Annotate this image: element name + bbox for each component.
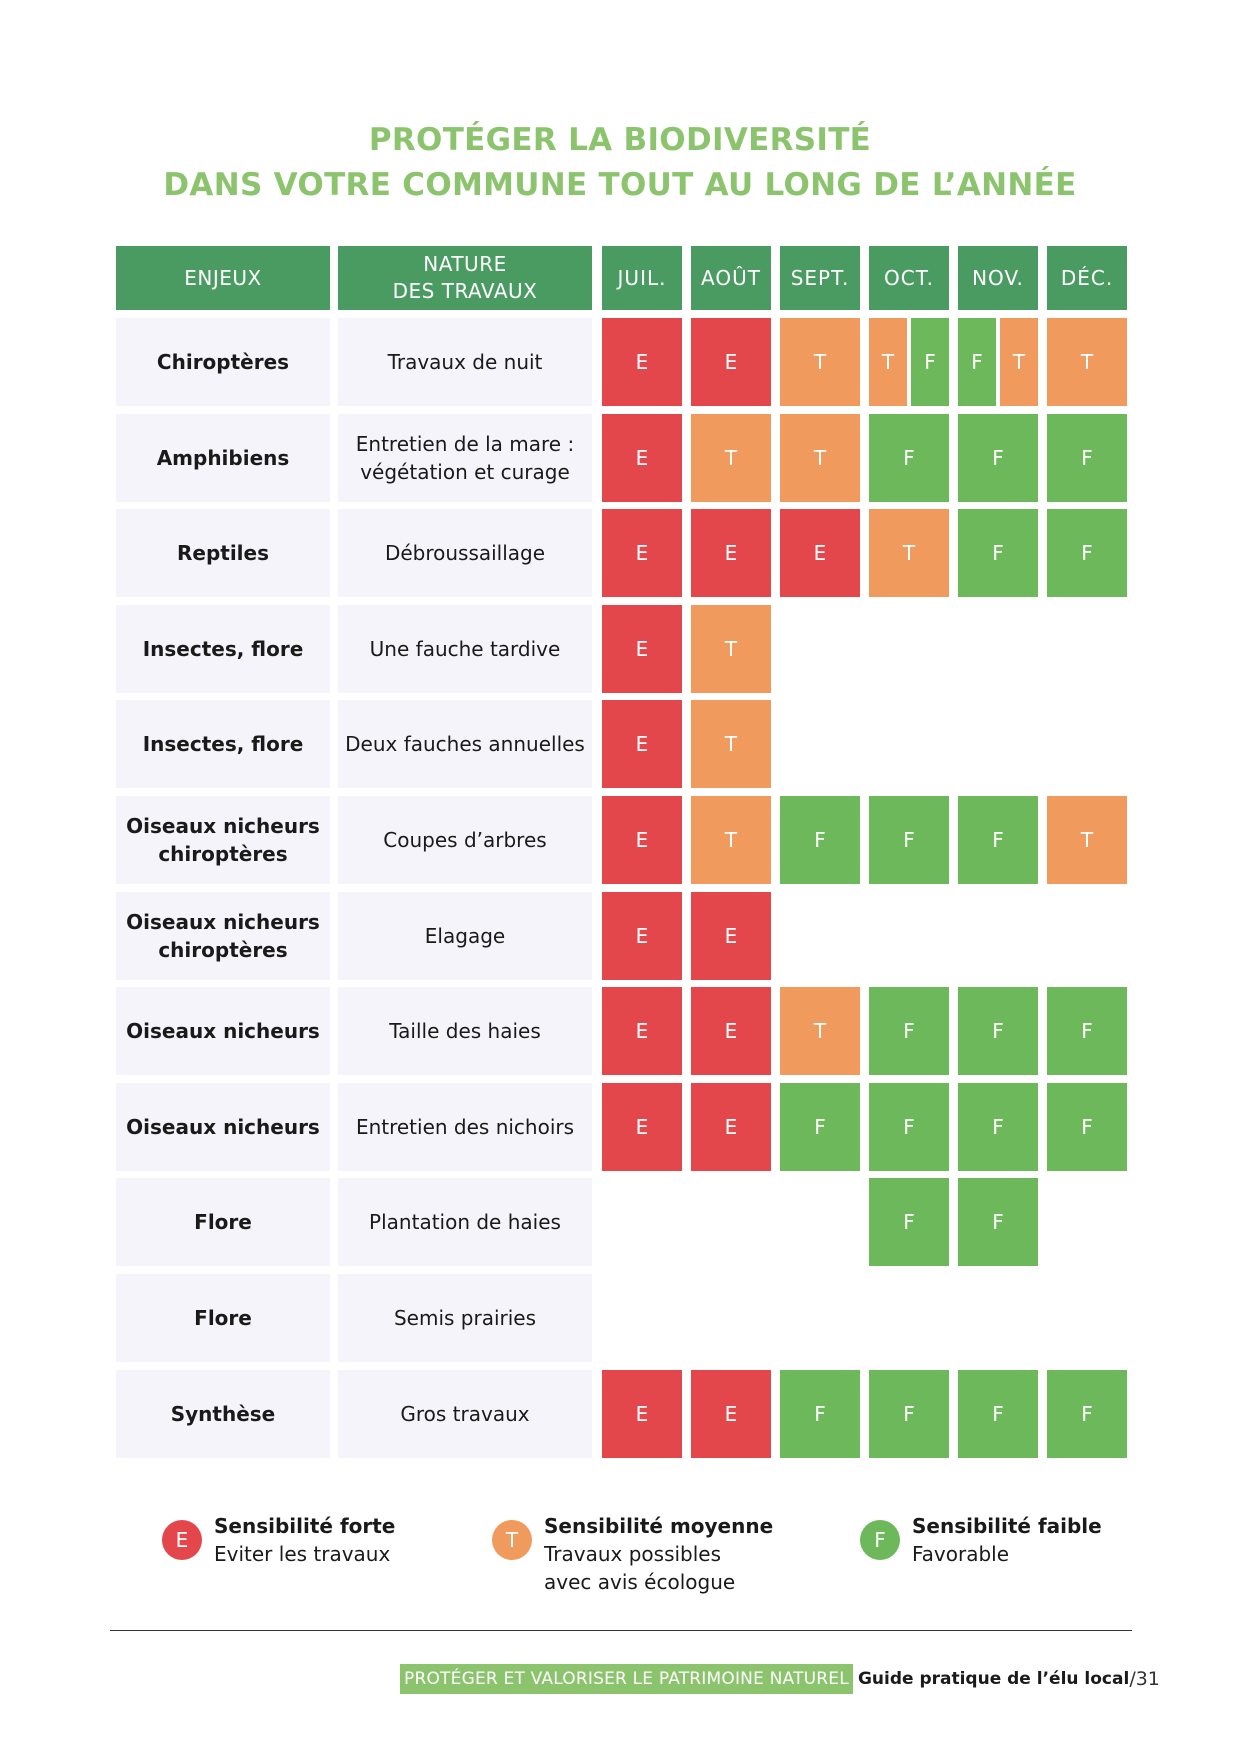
sensitivity-cell-nov: F: [958, 509, 1038, 597]
nature-label: Entretien de la mare :: [355, 432, 575, 456]
sensitivity-cell-oct: F: [869, 796, 949, 884]
nature-label: Semis prairies: [393, 1306, 537, 1330]
sensitivity-cell-nov: F: [958, 1178, 1038, 1266]
sensitivity-cell-dec: F: [1047, 1083, 1127, 1171]
sensitivity-cell-juil: E: [602, 1370, 682, 1458]
enjeu-label: Reptiles: [176, 541, 270, 565]
header-month-juil: JUIL.: [602, 246, 682, 310]
enjeu-label: Oiseaux nicheurs: [126, 910, 320, 934]
table-row: [0, 1274, 1240, 1362]
sensitivity-cell-oct: F: [869, 1178, 949, 1266]
legend-badge-f: F: [860, 1520, 900, 1560]
sensitivity-cell-dec: F: [1047, 987, 1127, 1075]
nature-cell: [338, 1083, 592, 1171]
table-row: [0, 1178, 1240, 1266]
title-line-2: DANS VOTRE COMMUNE TOUT AU LONG DE L’ANNÉE: [163, 167, 1077, 203]
enjeu-cell: [116, 605, 330, 693]
header-enjeux: [116, 246, 330, 310]
enjeu-cell: [116, 1274, 330, 1362]
sensitivity-cell-dec: T: [1047, 796, 1127, 884]
sensitivity-cell-nov: F: [958, 796, 1038, 884]
sensitivity-cell-dec: T: [1047, 318, 1127, 406]
sensitivity-cell-oct: F: [869, 414, 949, 502]
sensitivity-cell-dec: F: [1047, 1370, 1127, 1458]
footer-divider: [110, 1630, 1132, 1631]
header-enjeux-label: ENJEUX: [184, 265, 262, 290]
enjeu-label: chiroptères: [158, 842, 288, 866]
footer-page-number: /31: [1129, 1668, 1160, 1690]
enjeu-label: Flore: [194, 1210, 252, 1234]
nature-cell: [338, 1370, 592, 1458]
legend-item-moyenne: [492, 1512, 773, 1596]
enjeu-label: chiroptères: [158, 938, 288, 962]
enjeu-label: Insectes, flore: [142, 637, 304, 661]
sensitivity-cell-sept: F: [780, 1370, 860, 1458]
table-row: [0, 892, 1240, 980]
nature-label: Taille des haies: [389, 1019, 541, 1043]
sensitivity-cell-oct: T: [869, 318, 907, 406]
sensitivity-cell-nov: F: [958, 1370, 1038, 1458]
header-nature-line-1: NATURE: [423, 252, 507, 276]
sensitivity-cell-sept: T: [780, 318, 860, 406]
legend-title-faible: Sensibilité faible: [912, 1514, 1102, 1538]
enjeu-label: Flore: [194, 1306, 252, 1330]
sensitivity-cell-juil: E: [602, 796, 682, 884]
nature-label: Entretien des nichoirs: [355, 1115, 575, 1139]
footer-section-band: PROTÉGER ET VALORISER LE PATRIMOINE NATUREL: [400, 1664, 853, 1694]
sensitivity-cell-juil: E: [602, 509, 682, 597]
nature-label: végétation et curage: [360, 460, 570, 484]
nature-cell: [338, 414, 592, 502]
sensitivity-cell-aout: T: [691, 605, 771, 693]
enjeu-label: Oiseaux nicheurs: [126, 1115, 320, 1139]
header-nature: [338, 246, 592, 310]
sensitivity-cell-aout: E: [691, 892, 771, 980]
table-row: [0, 318, 1240, 406]
enjeu-cell: [116, 1370, 330, 1458]
legend-badge-e: E: [162, 1520, 202, 1560]
table-row: [0, 987, 1240, 1075]
sensitivity-cell-nov: F: [958, 414, 1038, 502]
sensitivity-cell-nov: T: [1000, 318, 1038, 406]
sensitivity-cell-aout: E: [691, 509, 771, 597]
header-month-dec: DÉC.: [1047, 246, 1127, 310]
nature-cell: [338, 1274, 592, 1362]
sensitivity-cell-juil: E: [602, 700, 682, 788]
sensitivity-cell-aout: E: [691, 1370, 771, 1458]
sensitivity-cell-oct: F: [869, 987, 949, 1075]
sensitivity-cell-oct: F: [911, 318, 949, 406]
sensitivity-cell-sept: T: [780, 414, 860, 502]
nature-label: Une fauche tardive: [369, 637, 561, 661]
legend-title-moyenne: Sensibilité moyenne: [544, 1514, 774, 1538]
legend-desc-moyenne-1: Travaux possibles: [544, 1542, 722, 1566]
title-line-1: PROTÉGER LA BIODIVERSITÉ: [368, 122, 872, 158]
header-month-oct: OCT.: [869, 246, 949, 310]
enjeu-cell: [116, 509, 330, 597]
page-title: [0, 118, 1240, 208]
legend-title-forte: Sensibilité forte: [214, 1514, 396, 1538]
sensitivity-cell-aout: E: [691, 318, 771, 406]
sensitivity-cell-nov: F: [958, 1083, 1038, 1171]
header-nature-line-2: DES TRAVAUX: [392, 279, 538, 303]
sensitivity-cell-juil: E: [602, 1083, 682, 1171]
nature-label: Coupes d’arbres: [383, 828, 547, 852]
table-row: [0, 700, 1240, 788]
nature-label: Elagage: [424, 924, 506, 948]
enjeu-cell: [116, 987, 330, 1075]
nature-label: Travaux de nuit: [387, 350, 543, 374]
table-row: [0, 1083, 1240, 1171]
sensitivity-cell-juil: E: [602, 892, 682, 980]
sensitivity-cell-dec: F: [1047, 414, 1127, 502]
legend-item-forte: [162, 1512, 395, 1568]
enjeu-label: Synthèse: [170, 1402, 276, 1426]
enjeu-cell: [116, 892, 330, 980]
nature-cell: [338, 796, 592, 884]
legend-desc-moyenne-2: avec avis écologue: [544, 1570, 736, 1594]
nature-cell: [338, 605, 592, 693]
sensitivity-cell-sept: F: [780, 1083, 860, 1171]
enjeu-cell: [116, 1178, 330, 1266]
sensitivity-cell-nov: F: [958, 987, 1038, 1075]
nature-label: Plantation de haies: [369, 1210, 561, 1234]
header-month-sept: SEPT.: [780, 246, 860, 310]
sensitivity-cell-juil: E: [602, 987, 682, 1075]
enjeu-label: Oiseaux nicheurs: [126, 1019, 320, 1043]
nature-cell: [338, 987, 592, 1075]
table-row: [0, 796, 1240, 884]
nature-cell: [338, 318, 592, 406]
enjeu-cell: [116, 414, 330, 502]
sensitivity-cell-oct: F: [869, 1083, 949, 1171]
table-row: [0, 414, 1240, 502]
sensitivity-cell-juil: E: [602, 605, 682, 693]
nature-label: Deux fauches annuelles: [345, 732, 585, 756]
legend-badge-t: T: [492, 1520, 532, 1560]
table-row: [0, 605, 1240, 693]
nature-label: Gros travaux: [400, 1402, 530, 1426]
sensitivity-cell-sept: F: [780, 796, 860, 884]
sensitivity-cell-aout: T: [691, 700, 771, 788]
sensitivity-cell-oct: T: [869, 509, 949, 597]
legend-desc-forte: Eviter les travaux: [214, 1542, 391, 1566]
header-month-nov: NOV.: [958, 246, 1038, 310]
sensitivity-cell-dec: F: [1047, 509, 1127, 597]
enjeu-label: Chiroptères: [156, 350, 290, 374]
nature-cell: [338, 700, 592, 788]
legend-desc-faible: Favorable: [912, 1542, 1010, 1566]
nature-cell: [338, 892, 592, 980]
enjeu-cell: [116, 1083, 330, 1171]
sensitivity-cell-sept: T: [780, 987, 860, 1075]
sensitivity-cell-sept: E: [780, 509, 860, 597]
enjeu-label: Amphibiens: [156, 446, 290, 470]
enjeu-label: Insectes, flore: [142, 732, 304, 756]
nature-label: Débroussaillage: [384, 541, 546, 565]
sensitivity-cell-juil: E: [602, 318, 682, 406]
enjeu-label: Oiseaux nicheurs: [126, 814, 320, 838]
legend-item-faible: [860, 1512, 1102, 1568]
sensitivity-cell-aout: E: [691, 1083, 771, 1171]
sensitivity-cell-oct: F: [869, 1370, 949, 1458]
sensitivity-cell-aout: T: [691, 796, 771, 884]
nature-cell: [338, 1178, 592, 1266]
table-row: [0, 509, 1240, 597]
header-month-aout: AOÛT: [691, 246, 771, 310]
enjeu-cell: [116, 318, 330, 406]
sensitivity-cell-aout: T: [691, 414, 771, 502]
sensitivity-cell-juil: E: [602, 414, 682, 502]
sensitivity-cell-aout: E: [691, 987, 771, 1075]
enjeu-cell: [116, 700, 330, 788]
footer-guide-title: Guide pratique de l’élu local: [857, 1669, 1130, 1689]
sensitivity-cell-nov: F: [958, 318, 996, 406]
page-footer: [400, 1664, 1160, 1694]
table-row: [0, 1370, 1240, 1458]
nature-cell: [338, 509, 592, 597]
enjeu-cell: [116, 796, 330, 884]
